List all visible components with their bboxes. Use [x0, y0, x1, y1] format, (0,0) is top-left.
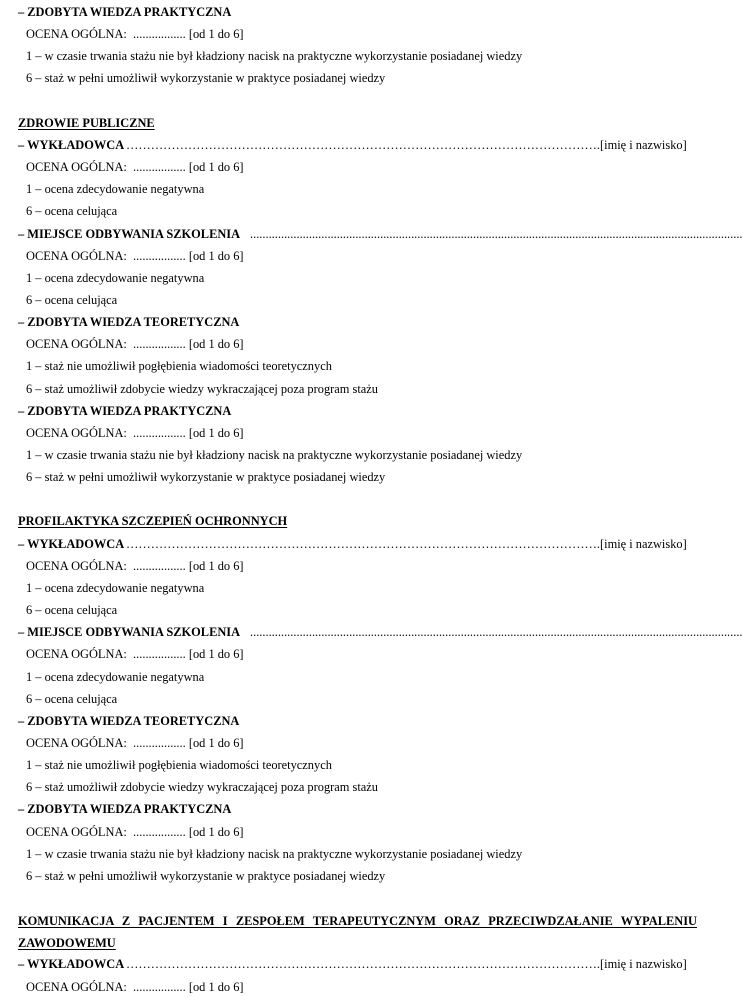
form-line-note [18, 667, 708, 687]
scale-note: 6 – ocena celująca [26, 292, 118, 307]
ocena-label: OCENA OGÓLNA: [26, 160, 127, 175]
wykladowca-input-dots[interactable]: ……………………………………………………………………………………………………. [126, 137, 600, 152]
dash: – [18, 957, 28, 972]
field-heading: ZDOBYTA WIEDZA PRAKTYCZNA [27, 802, 232, 817]
form-line-wykladowca [18, 534, 700, 554]
ocena-label: OCENA OGÓLNA: [26, 647, 127, 662]
name-hint: [imię i nazwisko] [600, 137, 687, 152]
form-line-ocena [18, 423, 708, 443]
wykladowca-label: WYKŁADOWCA [27, 957, 125, 972]
form-line-miejsce [18, 224, 743, 244]
form-line-heading [18, 799, 700, 819]
section-title: KOMUNIKACJA Z PACJENTEM I ZESPOŁEM TERAPEUTYCZNYM ORAZ PRZECIWDZAŁANIE WYPALENIU ZAWODOWEMU [18, 914, 697, 951]
form-line-note [18, 866, 708, 886]
dash: – [18, 802, 28, 817]
form-line-wykladowca [18, 954, 700, 974]
form-line-note [18, 290, 708, 310]
dash: – [18, 403, 28, 418]
form-line-note [18, 777, 708, 797]
miejsce-label: MIEJSCE ODBYWANIA SZKOLENIA [27, 625, 241, 640]
form-line-ocena [18, 334, 708, 354]
ocena-label: OCENA OGÓLNA: [26, 337, 127, 352]
scale-note: 1 – w czasie trwania stażu nie był kładziony nacisk na praktyczne wykorzystanie posiadanej wiedzy [26, 448, 523, 462]
form-line-wykladowca [18, 135, 700, 155]
scale-note: 1 – ocena zdecydowanie negatywna [26, 669, 205, 684]
form-line-ocena [18, 644, 708, 664]
ocena-label: OCENA OGÓLNA: [26, 248, 127, 263]
name-hint: [imię i nazwisko] [600, 536, 687, 551]
field-heading: ZDOBYTA WIEDZA PRAKTYCZNA [27, 5, 232, 19]
ocena-input-dots[interactable]: ................. [133, 160, 186, 175]
form-line-heading [18, 312, 700, 332]
dash: – [18, 315, 28, 330]
scale-note: 6 – staż w pełni umożliwił wykorzystanie w praktyce posiadanej wiedzy [26, 470, 386, 485]
ocena-label: OCENA OGÓLNA: [26, 735, 127, 750]
form-line-note [18, 179, 708, 199]
dash: – [18, 137, 28, 152]
form-line-note [18, 68, 708, 88]
ocena-input-dots[interactable]: ................. [133, 248, 186, 263]
form-line-ocena [18, 733, 708, 753]
dash: – [18, 536, 28, 551]
ocena-scale: [od 1 do 6] [188, 735, 244, 750]
form-line-note [18, 445, 708, 465]
form-line-note [18, 201, 708, 221]
dash: – [18, 713, 28, 728]
scale-note: 1 – w czasie trwania stażu nie był kładziony nacisk na praktyczne wykorzystanie posiadanej wiedzy [26, 846, 523, 861]
ocena-label: OCENA OGÓLNA: [26, 425, 127, 440]
ocena-input-dots[interactable]: ................. [133, 979, 186, 994]
field-heading: ZDOBYTA WIEDZA PRAKTYCZNA [27, 403, 232, 418]
ocena-label: OCENA OGÓLNA: [26, 979, 127, 994]
ocena-scale: [od 1 do 6] [188, 248, 244, 263]
form-line-ocena [18, 556, 708, 576]
ocena-label: OCENA OGÓLNA: [26, 27, 127, 42]
ocena-input-dots[interactable]: ................. [133, 824, 186, 839]
ocena-scale: [od 1 do 6] [188, 558, 244, 573]
scale-note: 1 – ocena zdecydowanie negatywna [26, 580, 205, 595]
miejsce-input-dots[interactable]: ............................................................................................................................................................... [250, 625, 743, 640]
scale-note: 6 – ocena celująca [26, 204, 118, 219]
scale-note: 1 – staż nie umożliwił pogłębienia wiadomości teoretycznych [26, 359, 332, 374]
scale-note: 6 – staż w pełni umożliwił wykorzystanie w praktyce posiadanej wiedzy [26, 868, 386, 883]
ocena-input-dots[interactable]: ................. [133, 337, 186, 352]
dash: – [18, 625, 28, 640]
form-line-ocena [18, 246, 708, 266]
scale-note: 6 – staż umożliwił zdobycie wiedzy wykraczającej poza program stażu [26, 381, 378, 396]
form-line-note [18, 379, 708, 399]
scale-note: 1 – ocena zdecydowanie negatywna [26, 182, 205, 197]
scale-note: 6 – ocena celująca [26, 603, 118, 618]
wykladowca-label: WYKŁADOWCA [27, 137, 125, 152]
field-heading: ZDOBYTA WIEDZA TEORETYCZNA [27, 315, 240, 330]
ocena-input-dots[interactable]: ................. [133, 558, 186, 573]
form-line-note [18, 46, 708, 66]
form-line-note [18, 689, 708, 709]
scale-note: 6 – staż w pełni umożliwił wykorzystanie w praktyce posiadanej wiedzy [26, 71, 386, 86]
form-line-ocena [18, 157, 708, 177]
ocena-input-dots[interactable]: ................. [133, 27, 186, 42]
section-title: ZDROWIE PUBLICZNE [18, 115, 155, 130]
ocena-scale: [od 1 do 6] [188, 979, 244, 994]
ocena-input-dots[interactable]: ................. [133, 425, 186, 440]
ocena-input-dots[interactable]: ................. [133, 647, 186, 662]
dash: – [18, 226, 28, 241]
form-line-note [18, 755, 708, 775]
form-line-ocena [18, 977, 708, 997]
wykladowca-input-dots[interactable]: ……………………………………………………………………………………………………. [126, 957, 600, 972]
form-line-note [18, 844, 708, 864]
form-line-note [18, 268, 708, 288]
section-title: PROFILAKTYKA SZCZEPIEŃ OCHRONNYCH [18, 514, 288, 529]
form-line-note [18, 600, 708, 620]
wykladowca-label: WYKŁADOWCA [27, 536, 125, 551]
scale-note: 1 – ocena zdecydowanie negatywna [26, 270, 205, 285]
scale-note: 6 – ocena celująca [26, 691, 118, 706]
field-heading: ZDOBYTA WIEDZA TEORETYCZNA [27, 713, 240, 728]
form-line-ocena [18, 24, 708, 44]
name-hint: [imię i nazwisko] [600, 957, 687, 972]
scale-note: 1 – staż nie umożliwił pogłębienia wiadomości teoretycznych [26, 758, 332, 773]
ocena-label: OCENA OGÓLNA: [26, 824, 127, 839]
form-line-heading [18, 2, 700, 22]
form-line-heading [18, 711, 700, 731]
form-line-heading [18, 401, 700, 421]
ocena-scale: [od 1 do 6] [188, 160, 244, 175]
ocena-scale: [od 1 do 6] [188, 337, 244, 352]
dash: – [18, 5, 28, 19]
scale-note: 6 – staż umożliwił zdobycie wiedzy wykraczającej poza program stażu [26, 780, 378, 795]
ocena-scale: [od 1 do 6] [188, 647, 244, 662]
form-line-note [18, 356, 708, 376]
miejsce-label: MIEJSCE ODBYWANIA SZKOLENIA [27, 226, 241, 241]
form-line-note [18, 578, 708, 598]
ocena-label: OCENA OGÓLNA: [26, 558, 127, 573]
ocena-scale: [od 1 do 6] [188, 27, 244, 42]
form-line-note [18, 467, 708, 487]
ocena-scale: [od 1 do 6] [188, 425, 244, 440]
miejsce-input-dots[interactable]: ............................................................................................................................................................... [250, 226, 743, 241]
wykladowca-input-dots[interactable]: ……………………………………………………………………………………………………. [126, 536, 600, 551]
form-line-miejsce [18, 622, 743, 642]
ocena-input-dots[interactable]: ................. [133, 735, 186, 750]
form-line-ocena [18, 822, 708, 842]
scale-note: 1 – w czasie trwania stażu nie był kładziony nacisk na praktyczne wykorzystanie posiadanej wiedzy [26, 49, 523, 64]
ocena-scale: [od 1 do 6] [188, 824, 244, 839]
